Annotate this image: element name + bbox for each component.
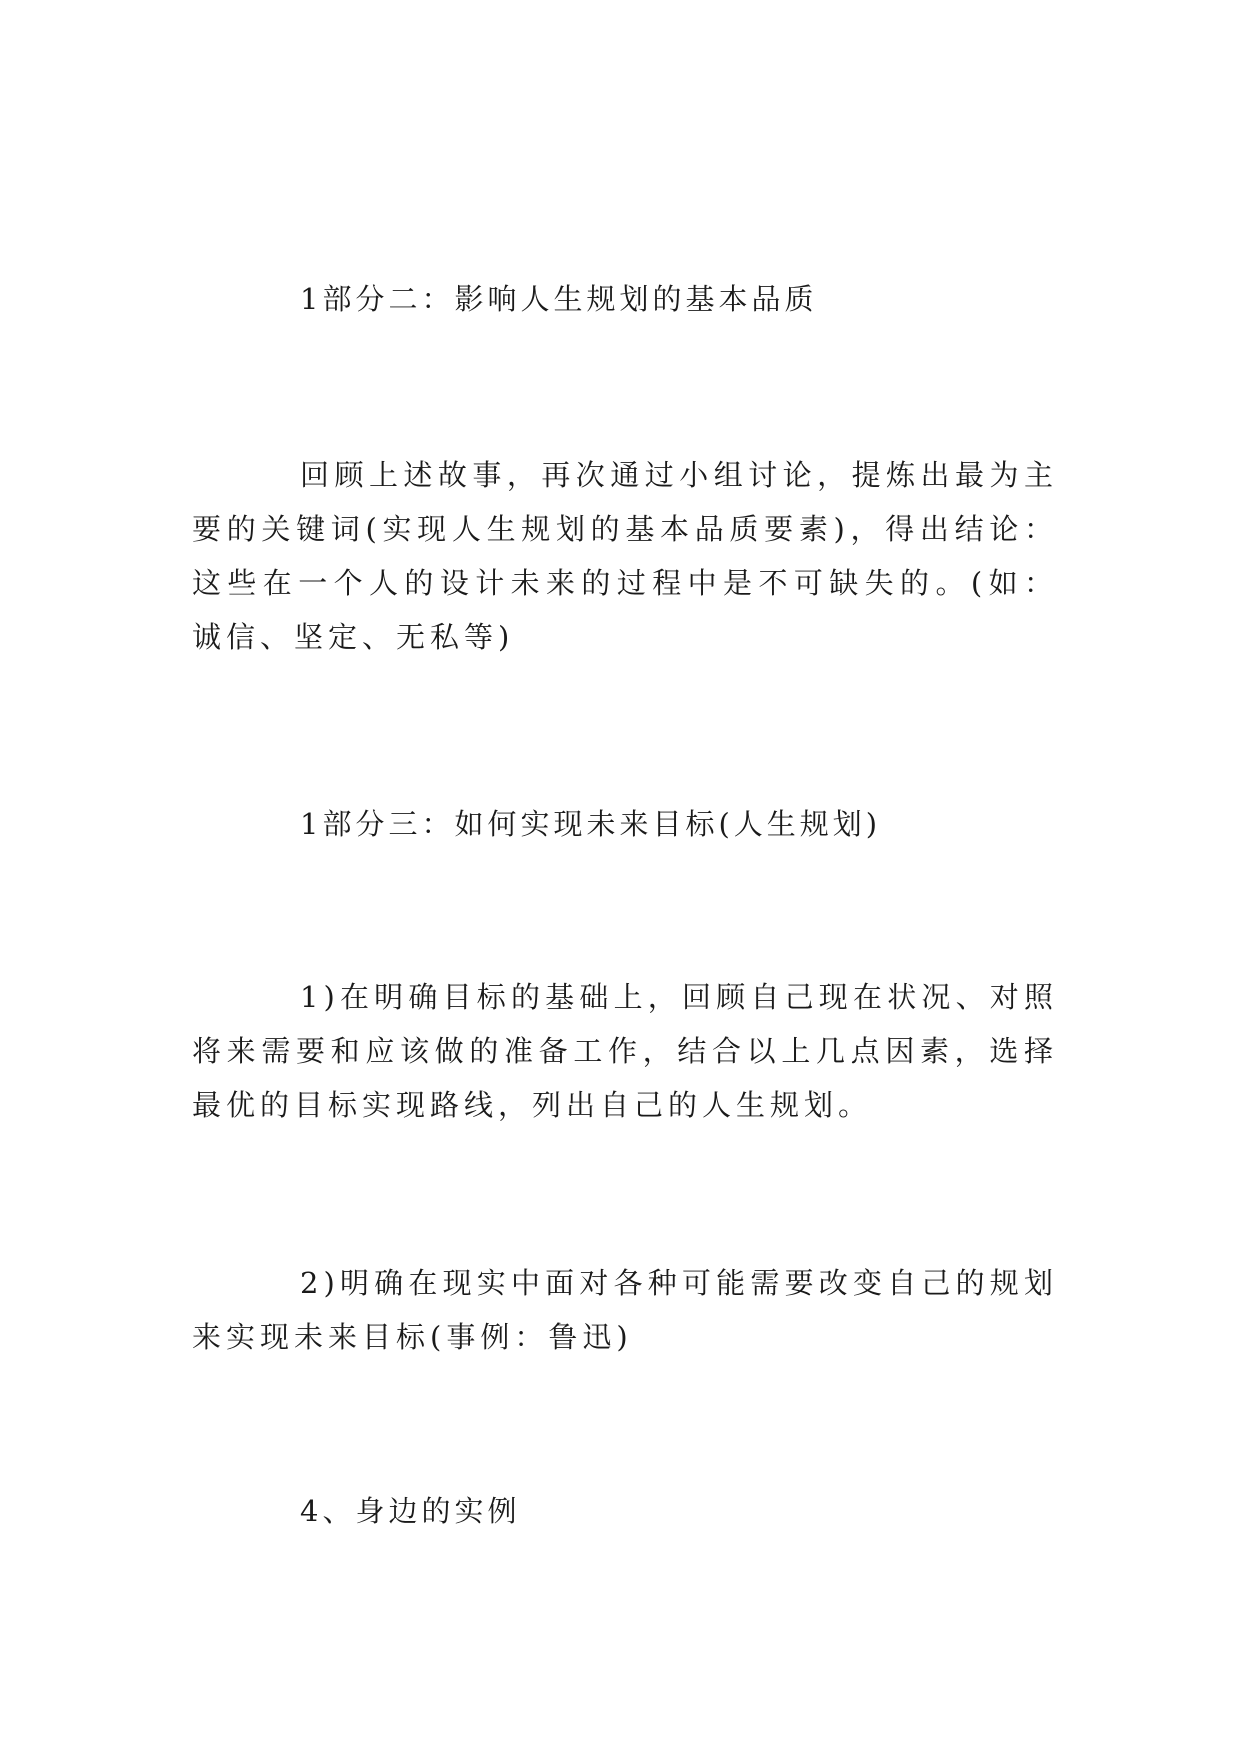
section-heading-part-three: 1部分三：如何实现未来目标(人生规划)	[300, 807, 882, 841]
section-heading-examples: 4、身边的实例	[300, 1494, 521, 1528]
body-paragraph-step-2: 2)明确在现实中面对各种可能需要改变自己的规划来实现未来目标(事例：鲁迅)	[192, 1266, 1058, 1354]
section-heading-part-two: 1部分二：影响人生规划的基本品质	[300, 282, 818, 316]
body-paragraph-step-1: 1)在明确目标的基础上，回顾自己现在状况、对照将来需要和应该做的准备工作，结合以上几点因素，选择最优的目标实现路线，列出自己的人生规划。	[192, 980, 1058, 1122]
body-paragraph-qualities: 回顾上述故事，再次通过小组讨论，提炼出最为主要的关键词(实现人生规划的基本品质要素)，得出结论：这些在一个人的设计未来的过程中是不可缺失的。(如：诚信、坚定、无私等)	[192, 458, 1058, 654]
